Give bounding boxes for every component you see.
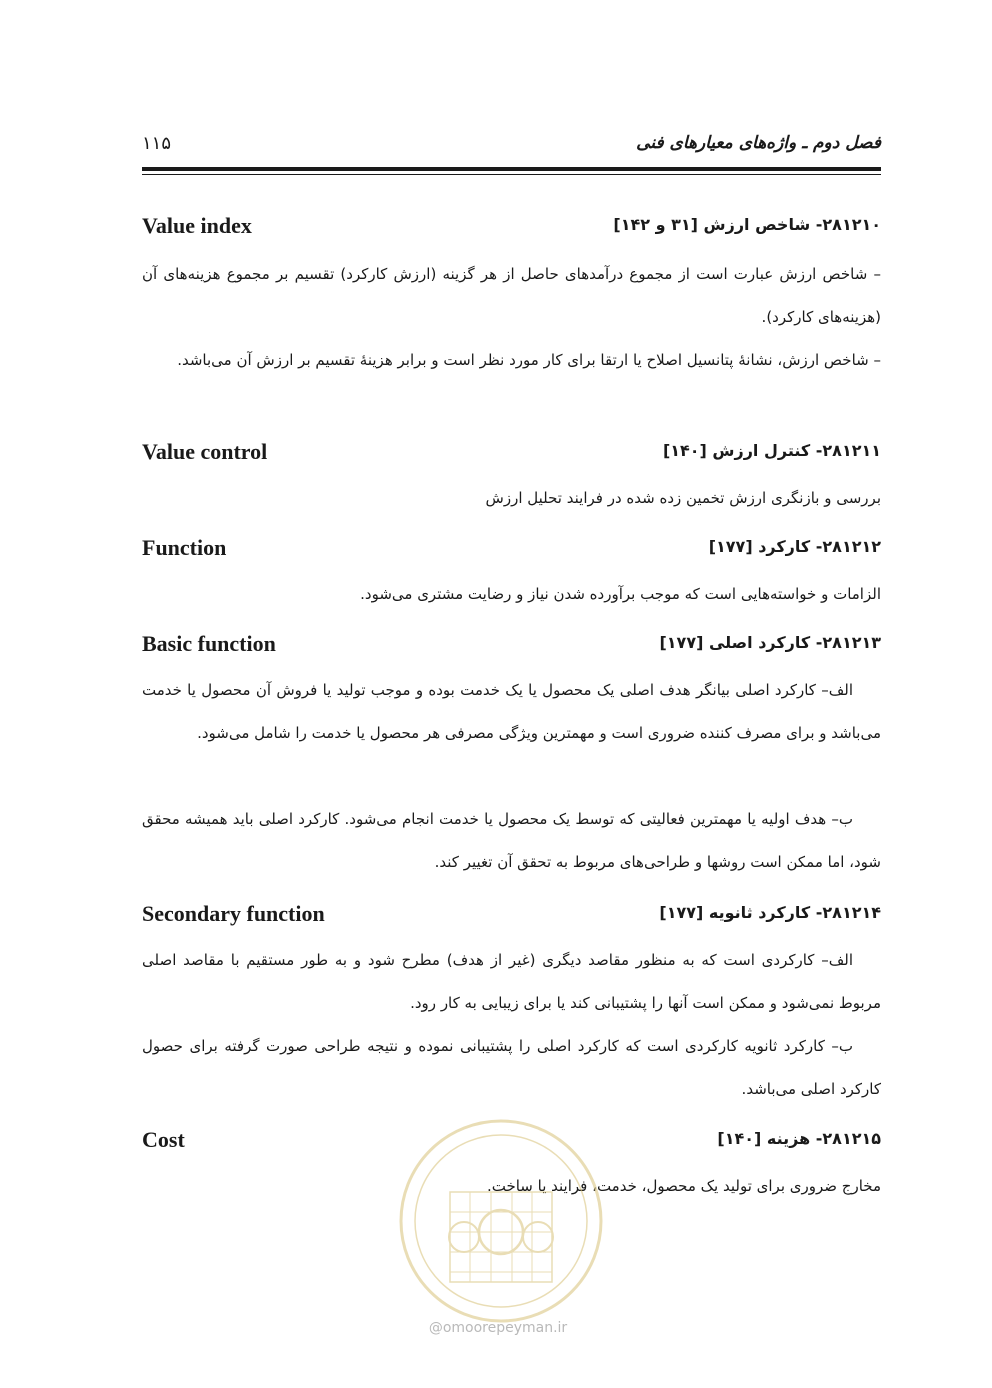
header-rule-thin [142, 174, 881, 175]
entry-title-en: Secondary function [142, 901, 325, 926]
entry-title-fa: ۲۸۱۲۱۴- کارکرد ثانویه [۱۷۷] [659, 903, 881, 922]
entry-title-en: Cost [142, 1127, 185, 1152]
page-number: ۱۱۵ [142, 133, 172, 154]
entry-title-en: Value control [142, 439, 268, 464]
entry-heading [142, 441, 881, 471]
watermark-site: @omoorepeyman.ir [428, 1320, 568, 1336]
entry-heading [142, 903, 881, 933]
entry-title-fa: ۲۸۱۲۱۳- کارکرد اصلی [۱۷۷] [659, 633, 881, 652]
entry-paragraph: الزامات و خواسته‌هایی است که موجب برآورده شدن نیاز و رضایت مشتری می‌شود. [360, 585, 881, 603]
entry-paragraph: بررسی و بازنگری ارزش تخمین زده شده در فرایند تحلیل ارزش [485, 489, 881, 507]
entry-paragraph: – شاخص ارزش عبارت است از مجموع درآمدهای حاصل از هر گزینه (ارزش کارکرد) تقسیم بر مجموع هزینه‌های آن (هزینه‌های کارکرد). [142, 265, 881, 326]
entry-paragraph: الف– کارکردی است که به منظور مقاصد دیگری (غیر از هدف) مطرح شود و به طور مستقیم با مقاصد اصلی مربوط نمی‌شود و ممکن است آنها را پشتیبانی کند یا برای زیبایی به کار رود. [142, 951, 881, 1012]
entry-heading [142, 215, 881, 245]
entry-paragraph: مخارج ضروری برای تولید یک محصول، خدمت، فرایند یا ساخت. [486, 1177, 881, 1195]
header-rule-thick [142, 167, 881, 171]
entry-heading [142, 633, 881, 663]
entry-paragraph: ب– کارکرد ثانویه کارکردی است که کارکرد اصلی را پشتیبانی نموده و نتیجه طراحی صورت گرفته برای حصول کارکرد اصلی می‌باشد. [142, 1037, 881, 1098]
entry-paragraph: ب– هدف اولیه یا مهمترین فعالیتی که توسط یک محصول یا خدمت انجام می‌شود. کارکرد اصلی باید همیشه محقق شود، اما ممکن است روشها و طراحی‌های مربوط به تحقق آن تغییر کند. [142, 810, 881, 871]
watermark-logo [392, 1112, 610, 1330]
entry-title-en: Value index [142, 213, 252, 238]
chapter-title: فصل دوم ـ واژه‌های معیارهای فنی [636, 133, 881, 153]
entry-heading [142, 537, 881, 567]
entry-title-en: Basic function [142, 631, 276, 656]
entry-title-en: Function [142, 535, 227, 560]
entry-title-fa: ۲۸۱۲۱۲- کارکرد [۱۷۷] [708, 537, 881, 556]
entry-title-fa: ۲۸۱۲۱۱- کنترل ارزش [۱۴۰] [662, 441, 881, 460]
entry-title-fa: ۲۸۱۲۱۵- هزینه [۱۴۰] [717, 1129, 881, 1148]
entry-title-fa: ۲۸۱۲۱۰- شاخص ارزش [۳۱ و ۱۴۲] [613, 215, 881, 234]
entry-paragraph: – شاخص ارزش، نشانهٔ پتانسیل اصلاح یا ارتقا برای کار مورد نظر است و برابر هزینهٔ تقسیم بر ارزش آن می‌باشد. [177, 351, 881, 369]
entry-paragraph: الف– کارکرد اصلی بیانگر هدف اصلی یک محصول یا یک خدمت بوده و موجب تولید یا فروش آن محصول یا خدمت می‌باشد و برای مصرف کننده ضروری است و مهمترین ویژگی مصرفی هر محصول یا خدمت را شامل می‌شود. [142, 681, 881, 742]
